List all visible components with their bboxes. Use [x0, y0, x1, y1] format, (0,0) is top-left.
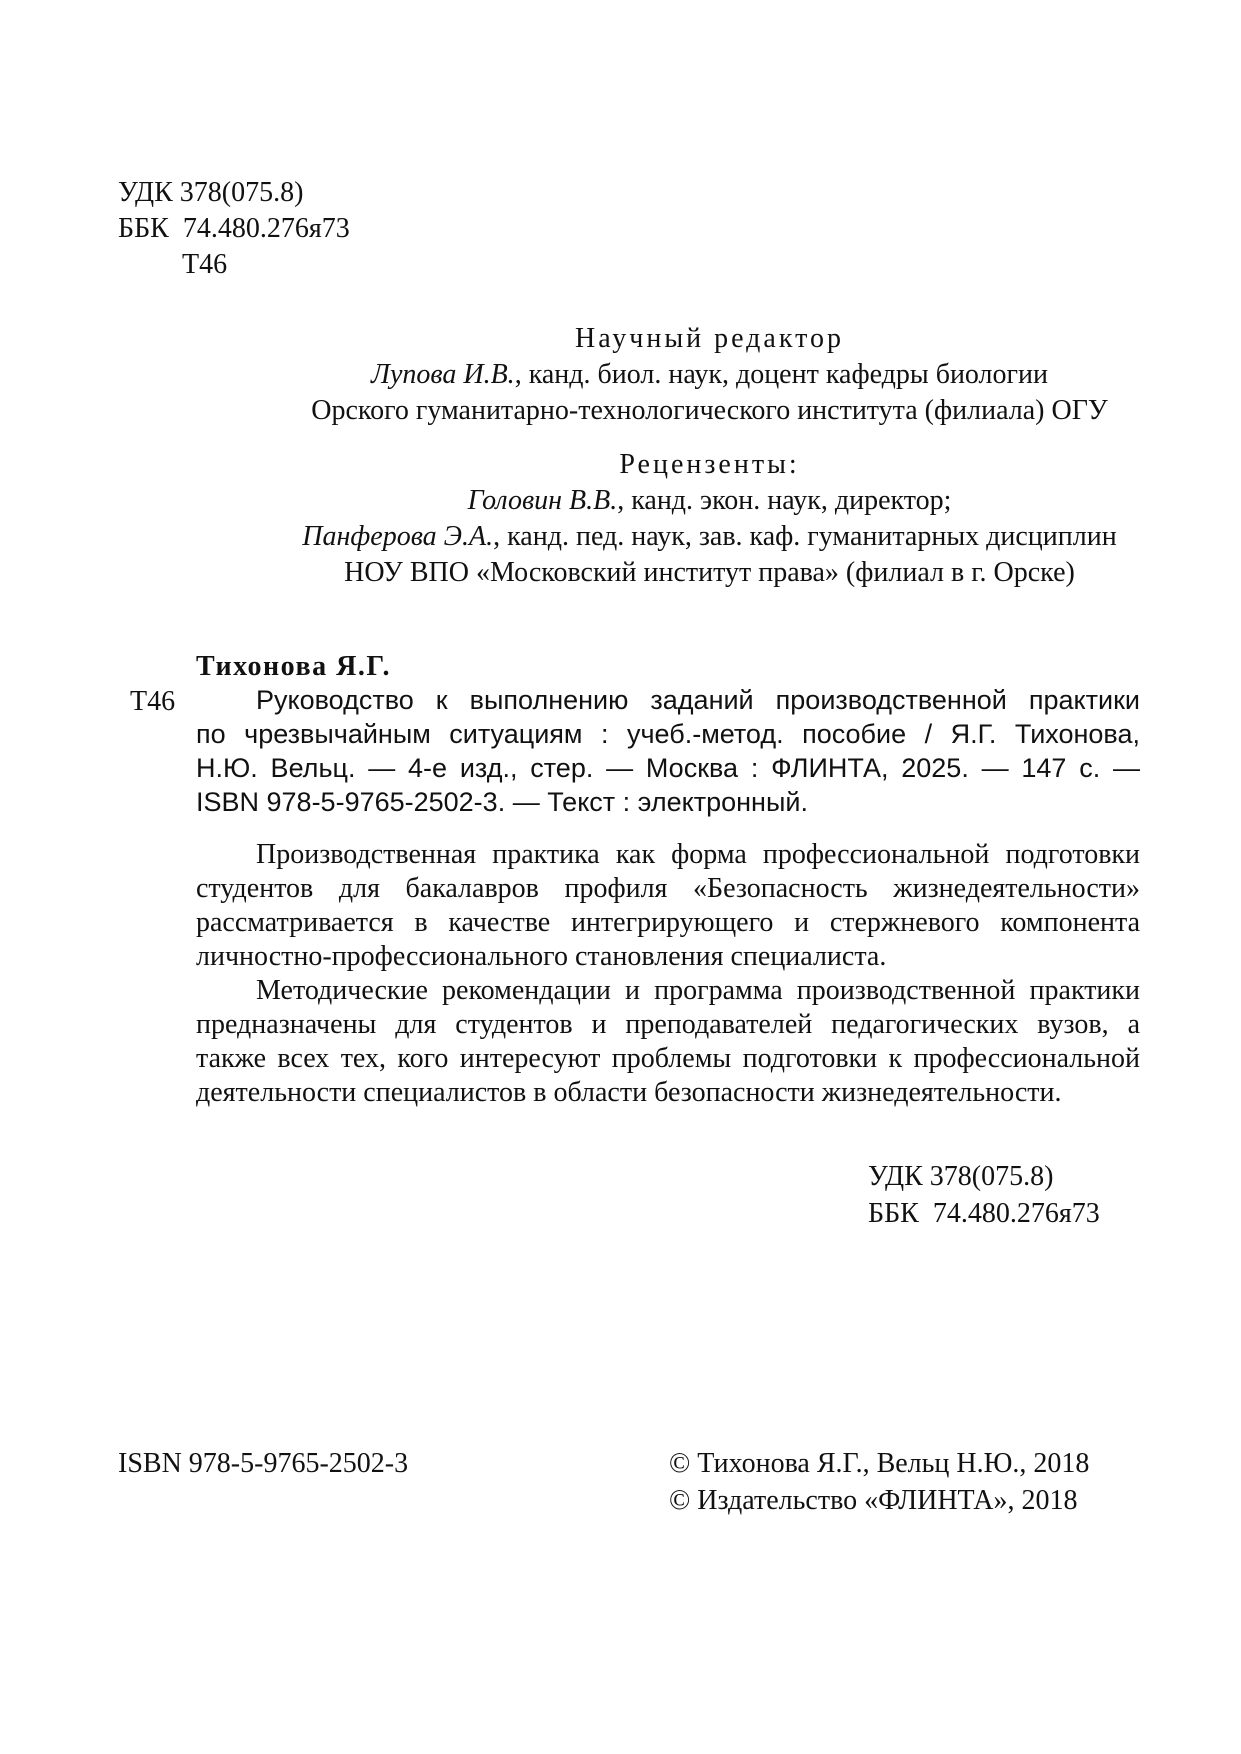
bbk-code: ББК 74.480.276я73 [118, 213, 350, 244]
editor-line [0, 358, 1241, 394]
reviewer-line [0, 520, 1241, 556]
editor-institution: Орского гуманитарно-технологического института (филиала) ОГУ [311, 395, 1108, 426]
classification-codes-top [118, 176, 350, 284]
reviewers-institution: НОУ ВПО «Московский институт права» (филиал в г. Орске) [344, 557, 1075, 588]
bibliographic-line: Руководство к выполнению заданий производственной практики [256, 685, 1140, 715]
reviewer-line [0, 484, 1241, 520]
isbn: ISBN 978-5-9765-2502-3 [118, 1448, 409, 1479]
reviewers-heading: Рецензенты: [619, 449, 800, 480]
abstract-line: студентов для бакалавров профиля «Безопасность жизнедеятельности» [196, 873, 1140, 904]
bibliographic-line: ISBN 978-5-9765-2502-3. — Текст : электронный. [196, 787, 808, 817]
abstract-paragraph [196, 838, 1140, 974]
abstract-line: Производственная практика как форма профессиональной подготовки [256, 839, 1140, 870]
editor-name: Лупова И.В. [371, 359, 515, 390]
copyright-block [669, 1448, 1089, 1522]
abstract-paragraph [196, 974, 1140, 1110]
abstract-line: Методические рекомендации и программа производственной практики [256, 975, 1140, 1006]
author-mark: Т46 [182, 249, 228, 280]
bbk-code: ББК 74.480.276я73 [868, 1198, 1100, 1229]
editor-heading: Научный редактор [575, 323, 844, 354]
reviewers-block [0, 448, 1241, 592]
reviewer-details: , канд. экон. наук, директор; [617, 485, 952, 516]
reviewer-name: Панферова Э.А. [302, 521, 494, 552]
bibliographic-author: Тихонова Я.Г. [196, 651, 391, 682]
udk-code: УДК 378(075.8) [118, 177, 304, 208]
abstract-line: также всех тех, кого интересуют проблемы подготовки к профессиональной [196, 1043, 1140, 1074]
scientific-editor-block [0, 322, 1241, 430]
bibliographic-line: по чрезвычайным ситуациям : учеб.-метод. пособие / Я.Г. Тихонова, [196, 719, 1140, 749]
editor-details: , канд. биол. наук, доцент кафедры биологии [514, 359, 1048, 390]
copyright-publisher: © Издательство «ФЛИНТА», 2018 [669, 1485, 1078, 1516]
reviewer-name: Головин В.В. [467, 485, 618, 516]
udk-code: УДК 378(075.8) [868, 1161, 1054, 1192]
abstract-line: личностно-профессионального становления специалиста. [196, 941, 887, 972]
abstract-line: рассматривается в качестве интегрирующего и стержневого компонента [196, 907, 1140, 938]
abstract-line: деятельности специалистов в области безопасности жизнедеятельности. [196, 1077, 1062, 1108]
bibliographic-author-mark: Т46 [130, 686, 176, 717]
bibliographic-line: Н.Ю. Вельц. — 4-е изд., стер. — Москва : ФЛИНТА, 2025. — 147 с. — [196, 753, 1140, 783]
abstract-line: предназначены для студентов и преподавателей педагогических вузов, а [196, 1009, 1140, 1040]
copyright-authors: © Тихонова Я.Г., Вельц Н.Ю., 2018 [669, 1448, 1090, 1479]
classification-codes-bottom [868, 1161, 1100, 1235]
reviewer-details: , канд. пед. наук, зав. каф. гуманитарных дисциплин [493, 521, 1117, 552]
